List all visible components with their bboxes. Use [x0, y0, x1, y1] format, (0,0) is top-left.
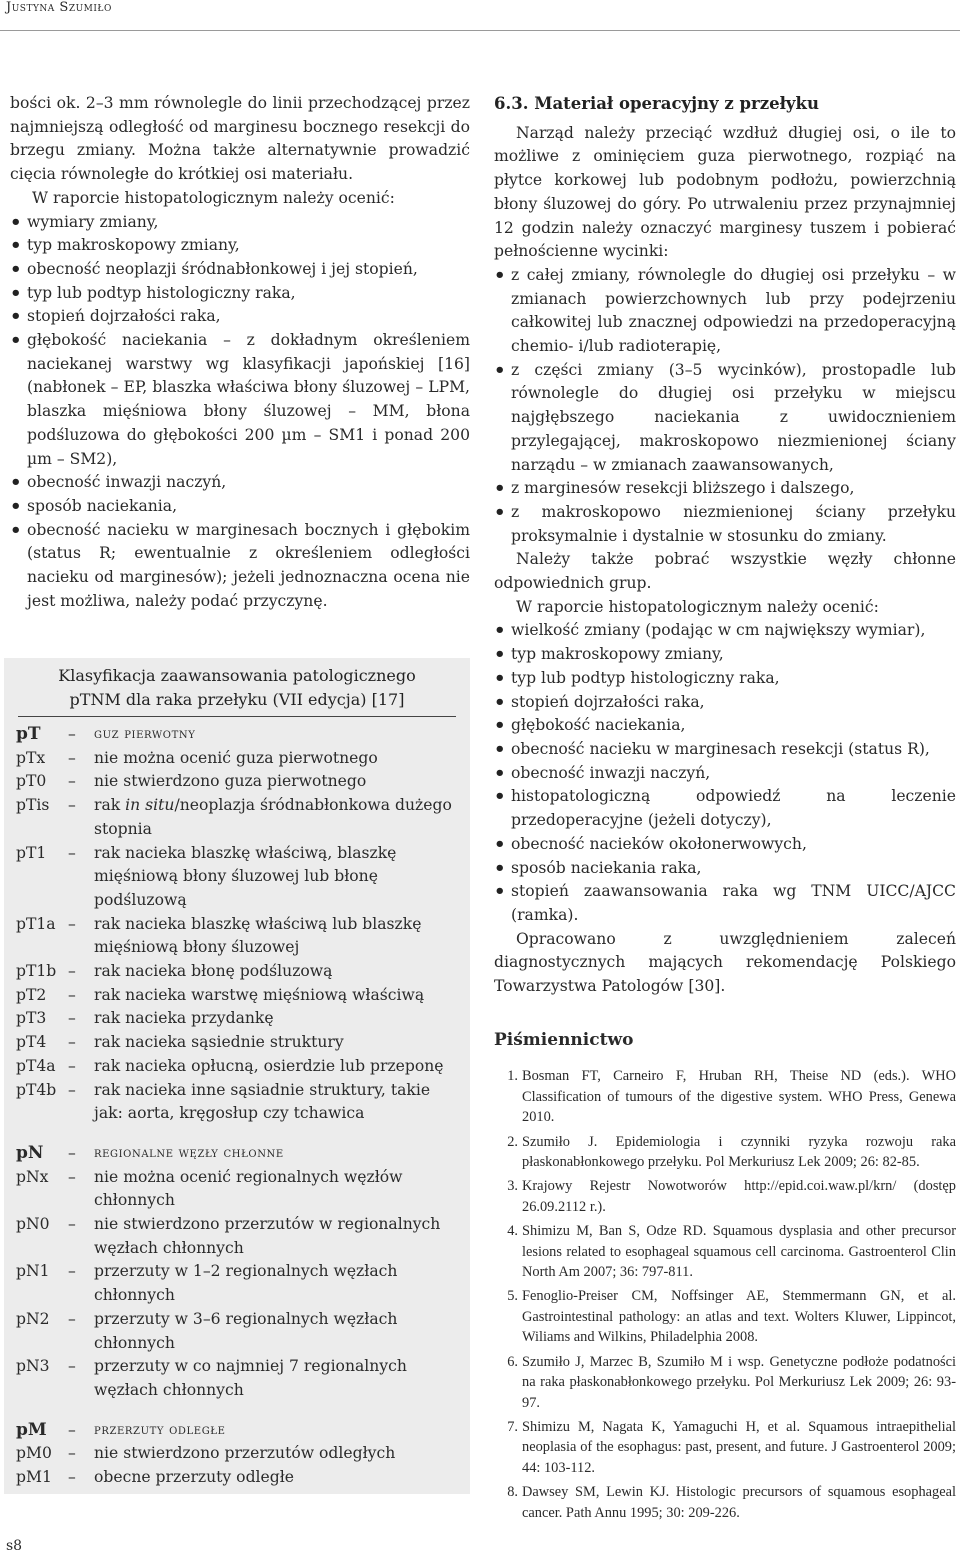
- tnm-text: nie stwierdzono przerzutów w regionalnych węzłach chłonnych: [94, 1215, 441, 1257]
- tnm-code: pT1a: [16, 914, 56, 933]
- tnm-text: rak nacieka opłucną, osierdzie lub przeponę: [94, 1056, 444, 1075]
- tnm-row: [4, 1007, 470, 1031]
- list-item: • stopień zaawansowania raka wg TNM UICC/AJCC (ramka).: [494, 880, 956, 927]
- tnm-description: [68, 960, 456, 984]
- reference-text: Fenoglio-Preiser CM, Noffsinger AE, Stemmermann GN, et al. Gastrointestinal pathology: an atlas and text. Wolters Kluwer, Lippincot, Wiliams and Wilkins, Philadelphia 2008.: [522, 1288, 956, 1346]
- tnm-description: [68, 1260, 456, 1307]
- tnm-text: rak nacieka inne sąsiadnie struktury, takie jak: aorta, kręgosłup czy tchawica: [94, 1080, 431, 1123]
- tnm-text: przerzuty w 1–2 regionalnych węzłach chłonnych: [94, 1262, 398, 1305]
- list-item: • typ lub podtyp histologiczny raka,: [10, 282, 470, 306]
- tnm-description: [68, 1142, 456, 1166]
- text-italic: in situ: [125, 796, 175, 815]
- text-part: /neoplazja śródnabłonkowa dużego stopnia: [94, 796, 452, 838]
- tnm-code: pT0: [16, 772, 47, 791]
- t-group: [4, 723, 470, 1126]
- list-item: • z marginesów resekcji bliższego i dalszego,: [494, 477, 956, 501]
- tnm-description: [68, 1442, 456, 1466]
- dash-glyph: –: [68, 1033, 76, 1052]
- tnm-row: [4, 1055, 470, 1079]
- reference-item: [494, 1176, 956, 1217]
- reference-number: 7.: [507, 1418, 518, 1435]
- list-item: • typ makroskopowy zmiany,: [10, 234, 470, 258]
- tnm-description: [68, 1419, 456, 1443]
- tnm-code: pM: [16, 1419, 47, 1440]
- tnm-text: nie stwierdzono guza pierwotnego: [94, 772, 367, 791]
- tnm-text: regionalne węzły chłonne: [94, 1144, 284, 1161]
- reference-number: 8.: [507, 1484, 518, 1501]
- dash-glyph: –: [68, 1143, 76, 1162]
- tnm-code: pT4b: [16, 1080, 57, 1099]
- list-item: • sposób naciekania,: [10, 495, 470, 519]
- right-bullet-list-1: [494, 264, 956, 548]
- tnm-code: pT3: [16, 1009, 47, 1028]
- reference-item: [494, 1286, 956, 1347]
- paragraph: Opracowano z uwzględnieniem zaleceń diagnostycznych mających rekomendację Polskiego Towarzystwa Patologów [30].: [494, 929, 956, 996]
- dash-glyph: –: [68, 1309, 76, 1328]
- tnm-text: guz pierwotny: [94, 726, 196, 742]
- tnm-row: [4, 770, 470, 794]
- tnm-description: [68, 913, 456, 960]
- dash-glyph: –: [68, 772, 76, 791]
- reference-item: [494, 1066, 956, 1127]
- tnm-text: nie można ocenić guza pierwotnego: [94, 748, 378, 767]
- report-intro: W raporcie histopatologicznym należy ocenić:: [32, 188, 395, 207]
- list-item: • obecność nacieku w marginesach bocznych i głębokim (status R; ewentualnie z określeniem odległości nacieku od marginesów); jeżeli jednoznaczna ocena nie jest możliwa, należy podać przyczynę.: [10, 519, 470, 614]
- tnm-row: [4, 842, 470, 913]
- tnm-text: przerzuty odległe: [94, 1421, 226, 1438]
- tnm-row: [4, 1031, 470, 1055]
- reference-item: [494, 1352, 956, 1413]
- reference-text: Dawsey SM, Lewin KJ. Histologic precursors of squamous esophageal cancer. Path Annu 1995; 30: 209-226.: [522, 1484, 956, 1521]
- reference-item: [494, 1482, 956, 1523]
- reference-text: Shimizu M, Nagata K, Yamaguchi H, et al. Squamous intraepithelial neoplasia of the esophagus: past, present, and future. J Gastroenterol 2009; 44: 103-112.: [522, 1418, 956, 1476]
- tnm-description: [68, 794, 456, 841]
- list-item: • wielkość zmiany (podając w cm największy wymiar),: [494, 619, 956, 643]
- tnm-text: rak nacieka warstwę mięśniową właściwą: [94, 985, 425, 1004]
- tnm-row: [4, 1466, 470, 1490]
- list-item: • z całej zmiany, równolegle do długiej osi przełyku – w zmianach powierzchownych lub przy podejrzeniu całkowitej lub znacznej odpowiedzi na przedoperacyjną chemio- i/lub radioterapię,: [494, 264, 956, 359]
- tnm-text: rak nacieka blaszkę właściwą lub blaszkę mięśniową błony śluzowej: [94, 914, 422, 957]
- tnm-row: [4, 1213, 470, 1260]
- tnm-row: [4, 747, 470, 771]
- reference-text: Bosman FT, Carneiro F, Hruban RH, Theise ND (eds.). WHO Classification of tumours of the digestive system. WHO Press, Genewa 2010.: [522, 1068, 956, 1126]
- tnm-description: [68, 1466, 456, 1490]
- reference-item: [494, 1132, 956, 1173]
- tnm-row: [4, 1308, 470, 1355]
- tnm-code: pT4: [16, 1033, 47, 1052]
- tnm-description: [68, 1055, 456, 1079]
- right-bullet-list-2: [494, 619, 956, 927]
- tnm-description: [68, 1355, 456, 1402]
- tnm-text: rak nacieka sąsiednie struktury: [94, 1033, 344, 1052]
- tnm-row: [4, 1166, 470, 1213]
- tnm-code: pTis: [16, 796, 50, 815]
- tnm-code: pN1: [16, 1262, 50, 1281]
- tnm-group-heading: [4, 1419, 470, 1443]
- reference-number: 4.: [507, 1223, 518, 1240]
- reference-text: Shimizu M, Ban S, Odze RD. Squamous dysplasia and other precursor lesions related to esophageal squamous cell carcinoma. Gastroenterol Clin North Am 2007; 36: 797-811.: [522, 1223, 956, 1281]
- tnm-code: pM0: [16, 1444, 52, 1463]
- box-separator: [18, 716, 456, 717]
- tnm-description: [68, 747, 456, 771]
- dash-glyph: –: [68, 985, 76, 1004]
- m-group: [4, 1419, 470, 1490]
- section-heading: 6.3. Materiał operacyjny z przełyku: [494, 94, 819, 113]
- tnm-description: [68, 723, 456, 747]
- tnm-text: nie można ocenić regionalnych węzłów chłonnych: [94, 1167, 403, 1210]
- tnm-code: pN2: [16, 1309, 50, 1328]
- tnm-row: [4, 1079, 470, 1126]
- list-item: • typ makroskopowy zmiany,: [494, 643, 956, 667]
- right-column: [494, 92, 956, 1527]
- reference-number: 2.: [507, 1133, 518, 1150]
- paragraph: Narząd należy przeciąć wzdłuż długiej osi, o ile to możliwe z ominięciem guza pierwotnego, rozpiąć na płytce korkowej lub podobnym podłożu, powierzchnią błony śluzowej do góry. Po utrwaleniu przez przynajmniej 12 godzin należy oznaczyć marginesy tuszem i pobierać pełnościenne wycinki:: [494, 123, 956, 261]
- dash-glyph: –: [68, 748, 76, 767]
- reference-text: Szumiło J. Epidemiologia i czynniki ryzyka rozwoju raka płaskonabłonkowego przełyku. Pol Merkuriusz Lek 2009; 26: 82-85.: [522, 1133, 956, 1171]
- tnm-text: [94, 794, 456, 841]
- list-item: • obecność nacieków okołonerwowych,: [494, 833, 956, 857]
- reference-number: 6.: [507, 1353, 518, 1370]
- tnm-text: obecne przerzuty odległe: [94, 1468, 295, 1487]
- dash-glyph: –: [68, 1009, 76, 1028]
- dash-glyph: –: [68, 843, 76, 862]
- tnm-classification-box: [4, 658, 470, 1494]
- n-group: [4, 1142, 470, 1403]
- list-item: • typ lub podtyp histologiczny raka,: [494, 667, 956, 691]
- list-item: • z części zmiany (3–5 wycinków), prostopadle lub równolegle do długiej osi przełyku w miejscu najgłębszego naciekania z uwidocznieniem przylegającej, makroskopowo niezmienionej ściany narządu – w zmianach zaawansowanych,: [494, 359, 956, 478]
- tnm-code: pN: [16, 1142, 44, 1163]
- paragraph: W raporcie histopatologicznym należy ocenić:: [516, 597, 879, 616]
- references-list: [494, 1066, 956, 1523]
- tnm-description: [68, 1079, 456, 1126]
- tnm-code: pNx: [16, 1167, 49, 1186]
- tnm-text: przerzuty w co najmniej 7 regionalnych węzłach chłonnych: [94, 1357, 407, 1399]
- tnm-description: [68, 1031, 456, 1055]
- box-title: [4, 658, 470, 712]
- list-item: • stopień dojrzałości raka,: [10, 305, 470, 329]
- running-header: Justyna Szumiło: [6, 0, 112, 15]
- tnm-row: [4, 984, 470, 1008]
- left-bullet-list: [10, 211, 470, 614]
- tnm-code: pN3: [16, 1357, 50, 1376]
- dash-glyph: –: [68, 1167, 76, 1186]
- tnm-group-heading: [4, 723, 470, 747]
- intro-paragraph: bości ok. 2–3 mm równolegle do linii przechodzącej przez najmniejszą odległość od marginesu bocznego resekcji do brzegu zmiany. Można także alternatywnie prowadzić cięcia równoległe do krótkiej osi materiału.: [10, 94, 470, 184]
- reference-text: Szumiło J, Marzec B, Szumiło M i wsp. Genetyczne podłoże podatności na raka płaskonabłonkowego przełyku. Pol Merkuriusz Lek 2009; 26: 93-97.: [522, 1353, 956, 1411]
- dash-glyph: –: [68, 1215, 76, 1234]
- dash-glyph: –: [68, 1262, 76, 1281]
- tnm-code: pTx: [16, 748, 46, 767]
- list-item: • obecność neoplazji śródnabłonkowej i jej stopień,: [10, 258, 470, 282]
- dash-glyph: –: [68, 796, 76, 815]
- dash-glyph: –: [68, 1468, 76, 1487]
- tnm-description: [68, 770, 456, 794]
- tnm-description: [68, 1166, 456, 1213]
- tnm-code: pT: [16, 724, 41, 744]
- dash-glyph: –: [68, 725, 76, 743]
- tnm-text: rak nacieka przydankę: [94, 1009, 274, 1028]
- tnm-description: [68, 1308, 456, 1355]
- list-item: • obecność nacieku w marginesach resekcji (status R),: [494, 738, 956, 762]
- dash-glyph: –: [68, 1444, 76, 1463]
- tnm-text: nie stwierdzono przerzutów odległych: [94, 1444, 396, 1463]
- reference-item: [494, 1417, 956, 1478]
- list-item: • głębokość naciekania,: [494, 714, 956, 738]
- tnm-row: [4, 1442, 470, 1466]
- reference-item: [494, 1221, 956, 1282]
- tnm-code: pT1: [16, 843, 47, 862]
- list-item: • obecność inwazji naczyń,: [494, 762, 956, 786]
- dash-glyph: –: [68, 1357, 76, 1376]
- tnm-code: pM1: [16, 1468, 52, 1487]
- references-heading: Piśmiennictwo: [494, 1029, 634, 1050]
- tnm-description: [68, 984, 456, 1008]
- tnm-text: przerzuty w 3–6 regionalnych węzłach chłonnych: [94, 1309, 398, 1352]
- list-item: • sposób naciekania raka,: [494, 857, 956, 881]
- reference-text: Krajowy Rejestr Nowotworów http://epid.coi.waw.pl/krn/ (dostęp 26.09.2112 r.).: [522, 1178, 956, 1215]
- list-item: • histopatologiczną odpowiedź na leczenie przedoperacyjne (jeżeli dotyczy),: [494, 785, 956, 832]
- tnm-description: [68, 1213, 456, 1260]
- tnm-code: pT2: [16, 985, 47, 1004]
- reference-number: 1.: [507, 1068, 518, 1085]
- text-part: rak: [94, 796, 126, 815]
- tnm-row: [4, 1260, 470, 1307]
- header-rule: [0, 30, 960, 31]
- list-item: • stopień dojrzałości raka,: [494, 691, 956, 715]
- dash-glyph: –: [68, 914, 76, 933]
- dash-glyph: –: [68, 1080, 76, 1099]
- tnm-code: pT1b: [16, 962, 57, 981]
- reference-number: 3.: [507, 1178, 518, 1195]
- tnm-code: pN0: [16, 1215, 50, 1234]
- reference-number: 5.: [507, 1288, 518, 1305]
- box-title-line-2: pTNM dla raka przełyku (VII edycja) [17]: [69, 690, 405, 709]
- tnm-row: [4, 913, 470, 960]
- dash-glyph: –: [68, 1056, 76, 1075]
- dash-glyph: –: [68, 1420, 76, 1439]
- list-item: • głębokość naciekania – z dokładnym określeniem naciekanej warstwy wg klasyfikacji japońskiej [16] (nabłonek – EP, blaszka właściwa błony śluzowej – LPM, blaszka mięśniowa błony śluzowej – MM, błona podśluzowa do głębokości 200 µm – SM1 i ponad 200 µm – SM2),: [10, 329, 470, 471]
- box-title-line-1: Klasyfikacja zaawansowania patologicznego: [58, 666, 416, 685]
- tnm-row: [4, 1355, 470, 1402]
- left-column: [10, 92, 470, 613]
- tnm-row: [4, 794, 470, 841]
- list-item: • obecność inwazji naczyń,: [10, 471, 470, 495]
- list-item: • z makroskopowo niezmienionej ściany przełyku proksymalnie i dystalnie w stosunku do zmiany.: [494, 501, 956, 548]
- dash-glyph: –: [68, 962, 76, 981]
- tnm-group-heading: [4, 1142, 470, 1166]
- tnm-description: [68, 1007, 456, 1031]
- tnm-text: rak nacieka blaszkę właściwą, blaszkę mięśniową błony śluzowej lub błonę podśluzową: [94, 843, 397, 909]
- tnm-row: [4, 960, 470, 984]
- tnm-text: rak nacieka błonę podśluzową: [94, 962, 333, 981]
- list-item: • wymiary zmiany,: [10, 211, 470, 235]
- page-number: s8: [6, 1538, 23, 1554]
- paragraph: Należy także pobrać wszystkie węzły chłonne odpowiednich grup.: [494, 550, 956, 593]
- tnm-code: pT4a: [16, 1056, 56, 1075]
- tnm-description: [68, 842, 456, 913]
